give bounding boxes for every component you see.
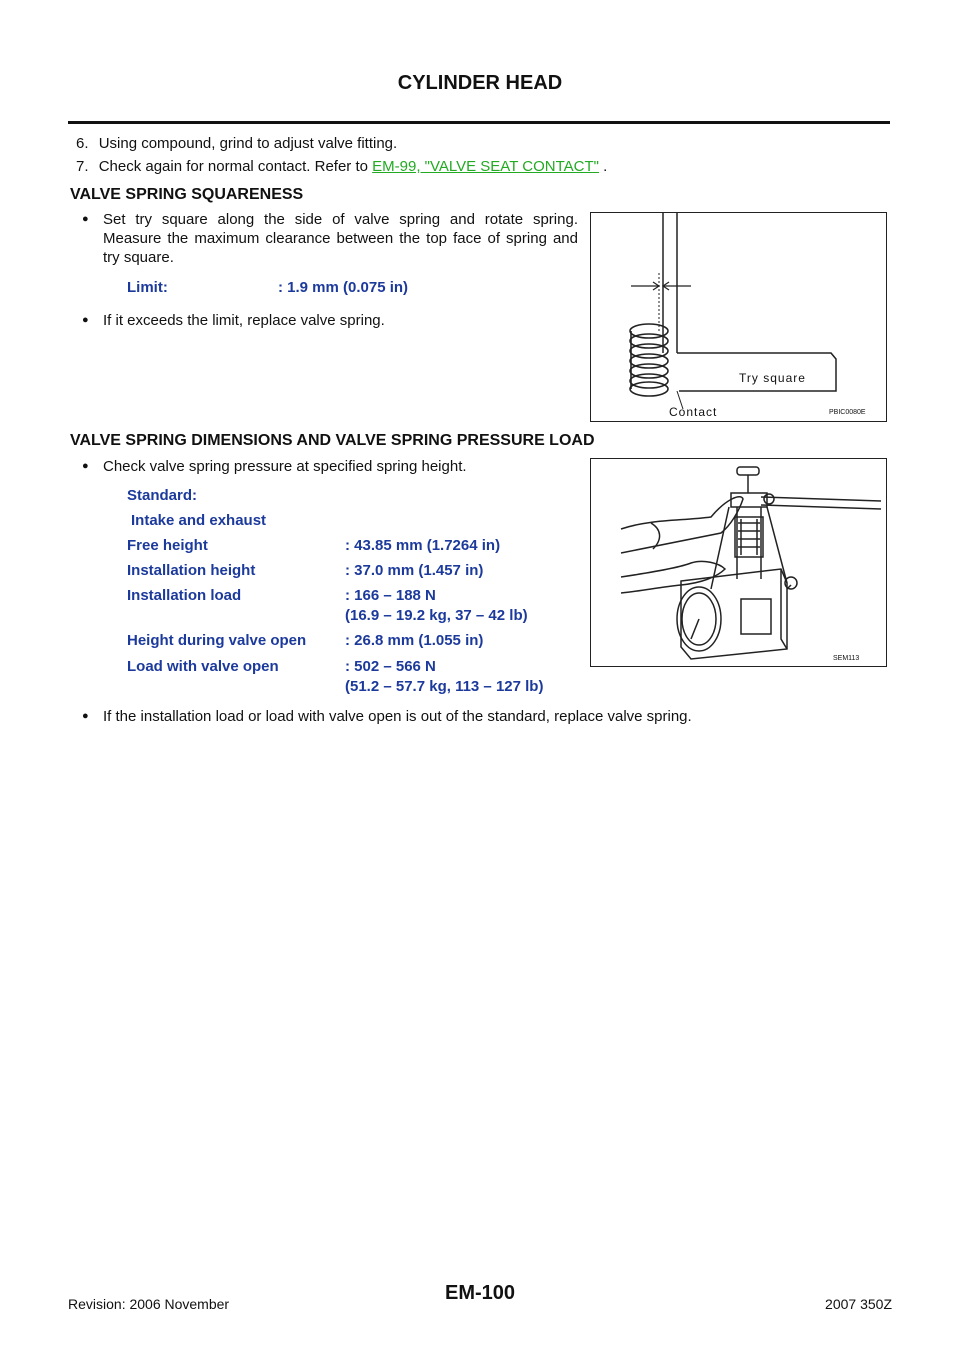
step-text-end: . — [598, 158, 608, 175]
step-number: 7. — [76, 158, 89, 175]
header-rule — [68, 121, 890, 124]
bullet-text: If it exceeds the limit, replace valve spring. — [103, 312, 385, 329]
spec-value-load-valve-open: : 502 – 566 N — [345, 658, 436, 675]
figure-label-try-square: Try square — [739, 371, 806, 385]
figure-code: PBIC0080E — [829, 409, 866, 416]
spec-label-installation-height: Installation height — [127, 562, 256, 579]
spec-label-height-valve-open: Height during valve open — [127, 632, 307, 649]
spring-tester-illustration — [591, 459, 886, 666]
step-6 — [76, 134, 397, 153]
spec-value-height-valve-open: : 26.8 mm (1.055 in) — [345, 632, 484, 649]
bullet-text: Check valve spring pressure at specified spring height. — [103, 458, 467, 475]
step-text: Check again for normal contact. Refer to — [98, 158, 373, 175]
limit-label: Limit: — [127, 279, 168, 296]
spec-value-free-height: : 43.85 mm (1.7264 in) — [345, 537, 501, 554]
spec-label-load-valve-open: Load with valve open — [127, 658, 279, 675]
bullet-text: If the installation load or load with valve open is out of the standard, replace valve spring. — [103, 708, 692, 725]
reference-link[interactable]: EM-99, "VALVE SEAT CONTACT" — [372, 158, 599, 175]
try-square-illustration — [591, 213, 886, 421]
figure-try-square — [590, 212, 887, 422]
spec-value2-load-valve-open: (51.2 – 57.7 kg, 113 – 127 lb) — [345, 678, 544, 695]
figure-label-contact: Contact — [669, 405, 718, 419]
step-number: 6. — [76, 135, 89, 152]
standard-label: Standard: — [127, 487, 198, 504]
footer-model: 2007 350Z — [825, 1296, 892, 1312]
bullet-icon: ● — [82, 314, 89, 326]
footer-revision: Revision: 2006 November — [68, 1296, 230, 1312]
step-7 — [76, 157, 607, 176]
sub-label: Intake and exhaust — [131, 512, 267, 529]
section-heading-dimensions: VALVE SPRING DIMENSIONS AND VALVE SPRING PRESSURE LOAD — [70, 432, 595, 449]
spec-value-installation-load: : 166 – 188 N — [345, 587, 436, 604]
bullet-text: Set try square along the side of valve spring and rotate spring. Measure the maximum clearance between the top face of spring and try square. — [103, 211, 578, 266]
step-text: Using compound, grind to adjust valve fitting. — [98, 135, 398, 152]
spec-value2-installation-load: (16.9 – 19.2 kg, 37 – 42 lb) — [345, 607, 528, 624]
section-heading-squareness: VALVE SPRING SQUARENESS — [70, 186, 304, 203]
spec-label-installation-load: Installation load — [127, 587, 242, 604]
bullet-icon: ● — [82, 213, 89, 225]
figure-spring-tester — [590, 458, 887, 667]
limit-value: : 1.9 mm (0.075 in) — [278, 279, 409, 296]
bullet-icon: ● — [82, 460, 89, 472]
spec-label-free-height: Free height — [127, 537, 208, 554]
page-title: CYLINDER HEAD — [397, 72, 563, 94]
spec-value-installation-height: : 37.0 mm (1.457 in) — [345, 562, 484, 579]
bullet-icon: ● — [82, 710, 89, 722]
page-number: EM-100 — [444, 1282, 516, 1304]
figure-code: SEM113 — [833, 655, 860, 662]
